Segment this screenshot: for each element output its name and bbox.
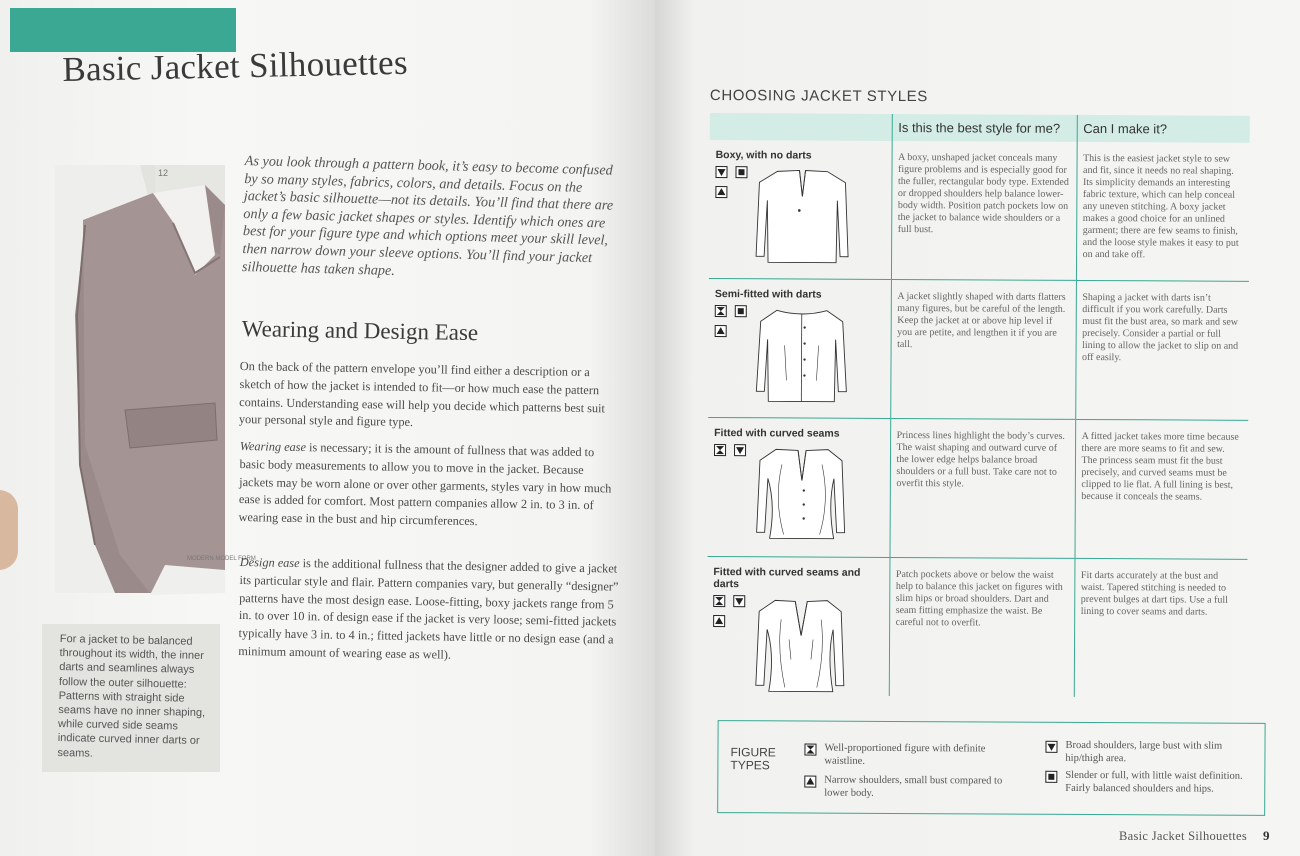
photo-caption-box [42,624,220,772]
table-row [709,140,1250,281]
paragraph-wearing-ease [238,438,619,534]
table-header-row [710,113,1250,143]
figure-icons [713,595,883,680]
style-cell [708,279,891,419]
legend-hourglass-text: Well-proportioned figure with definite waistline. [824,742,986,767]
can-make-cell: This is the easiest jacket style to sew and fit, since it needs no real shaping. Its simplicity demands an interesting fabric texture, which can help conceal any uneven stitching. A boxy jacket makes a good choice for an unlined garment; there are few seams to finish, and the loose style makes it easy to put on and take off. [1076,142,1250,281]
triangle-icon [804,776,816,788]
page-number: 9 [1263,828,1270,843]
inverted-triangle-icon [1045,741,1057,753]
right-content [703,78,1277,841]
hourglass-icon [715,305,727,317]
hourglass-icon [804,744,816,756]
hourglass-icon [714,444,726,456]
hourglass-icon [713,595,725,607]
fitted-darts-jacket-sketch [745,595,856,696]
best-style-cell: Patch pockets above or below the waist help to balance this jacket on figures with slim hips or broad shoulders. Dart and seam fitting emphasize the waist. Be careful not to overfit. [889,557,1075,696]
header-can-make: Can I make it? [1077,115,1250,143]
chapter-tab [10,8,236,52]
table-row [707,418,1248,560]
paragraph-design-ease-body: is the additional fullness that the designer added to give a jacket its particular style and flair. Pattern companies vary, but generally “designer” patterns have the most design ease. Loose-fitting, boxy jackets range from 5 in. to over 10 in. of design ease if the jacket is very loose; semi-fitted jackets typically have 3 in. to 4 in.; fitted jackets have little or no design ease (and a minimum amount of wearing ease as well). [238,556,619,662]
figure-icons [714,305,884,390]
fitted-curved-jacket-sketch [746,444,857,545]
table-title: CHOOSING JACKET STYLES [709,87,928,106]
table-row [708,279,1249,421]
page-title: Basic Jacket Silhouettes [62,42,409,89]
table-row [707,557,1248,698]
paragraph-wearing-ease-body: is necessary; it is the amount of fullness that was added to basic body measurements to allow you to move in the jacket. Because jackets may be worn alone or over other garments, styles vary in how much ease is added for comfort. Most pattern companies allow 2 in. to 3 in. of wearing ease in the bust and hip circumferences. [238,440,612,529]
best-style-cell: A boxy, unshaped jacket conceals many figure problems and is especially good for the fuller, rectangular body type. Extended or dropped shoulders help balance lower-body width. Position patch pockets low on the jacket to balance wide shoulders or a full bust. [891,141,1077,280]
legend-rectangle-text: Slender or full, with little waist definition. Fairly balanced shoulders and hips. [1065,769,1243,795]
style-name: Boxy, with no darts [715,149,812,162]
triangle-icon [715,325,727,337]
section-heading: Wearing and Design Ease [241,316,479,346]
paragraph-design-ease [238,554,620,667]
header-style [710,113,892,141]
inverted-triangle-icon [734,444,746,456]
figure-icons [715,166,885,251]
style-cell [707,557,890,696]
form-label: MODERN MODEL FORM [187,556,256,562]
style-name: Fitted with curved seams [714,427,840,440]
can-make-cell: Fit darts accurately at the bust and waist. Tapered stitching is needed to prevent bulges at dart tips. Use a full lining to cover seams and darts. [1074,558,1248,697]
style-name: Semi-fitted with darts [714,288,822,301]
figure-icons [714,444,884,529]
term-wearing-ease: Wearing ease [239,438,307,455]
boxy-jacket-sketch [747,166,858,267]
term-design-ease: Design ease [239,554,300,571]
thumb [0,490,18,570]
best-style-cell: A jacket slightly shaped with darts flatters many figures, but be careful of the length. Keep the jacket at or above hip level if you are petite, and lengthen it if you are tall. [890,279,1076,419]
rectangle-icon [735,305,747,317]
semi-fitted-jacket-sketch [746,305,857,406]
rectangle-icon [1045,771,1057,783]
style-name: Fitted with curved seams and darts [713,566,861,591]
jacket-styles-table [707,113,1250,698]
inverted-triangle-icon [733,595,745,607]
footer-title: Basic Jacket Silhouettes [1119,829,1248,843]
photo-caption: For a jacket to be balanced throughout its width, the inner darts and seamlines always follow the outer silhouette: Patterns with straight side seams have no inner shaping, while curved side seams indicate curved inner darts or seams. [57,632,206,760]
paragraph-envelope: On the back of the pattern envelope you’ll find either a description or a sketch of how the jacket is intended to fit—or how much ease the pattern contains. Understanding ease will help you decide which patterns best suit your personal style and figure type. [238,358,606,430]
inverted-triangle-icon [715,166,727,178]
form-number: 12 [158,168,169,178]
figure-types-legend [717,720,1265,816]
header-best-style: Is this the best style for me? [892,114,1077,142]
can-make-cell: Shaping a jacket with darts isn’t difficult if you work carefully. Darts must fit the bust area, so mark and sew precisely. Consider a partial or full lining to allow the jacket to slip on and off easily. [1075,280,1249,420]
legend-triangle-text: Narrow shoulders, small bust compared to lower body. [824,774,1003,799]
jacket-photo [55,165,256,593]
style-cell [709,140,892,279]
figure-types-label: FIGURE TYPES [730,745,776,773]
can-make-cell: A fitted jacket takes more time because there are more seams to fit and sew. The princess seam must fit the bust precisely, and curved seams must be clipped to lie flat. A full lining is best, because it conceals the seams. [1074,419,1248,559]
legend-inverted-triangle-text: Broad shoulders, large bust with slim hip/thigh area. [1065,739,1223,765]
style-cell [707,418,890,558]
best-style-cell: Princess lines highlight the body’s curves. The waist shaping and outward curve of the lower edge helps balance broad shoulders or a full bust. Take care not to overfit this style. [889,418,1075,558]
intro-text: As you look through a pattern book, it’s easy to become confused by so many styles, fabrics, colors, and details. Focus on the jacket’s basic silhouette—not its details. You’ll find that there are only a few basic jacket shapes or styles. Identify which ones are best for your figure type and which options meet your skill level, then narrow down your sleeve options. You’ll find your jacket silhouette has taken shape. [241,153,614,279]
triangle-icon [715,186,727,198]
triangle-icon [713,615,725,627]
rectangle-icon [735,166,747,178]
